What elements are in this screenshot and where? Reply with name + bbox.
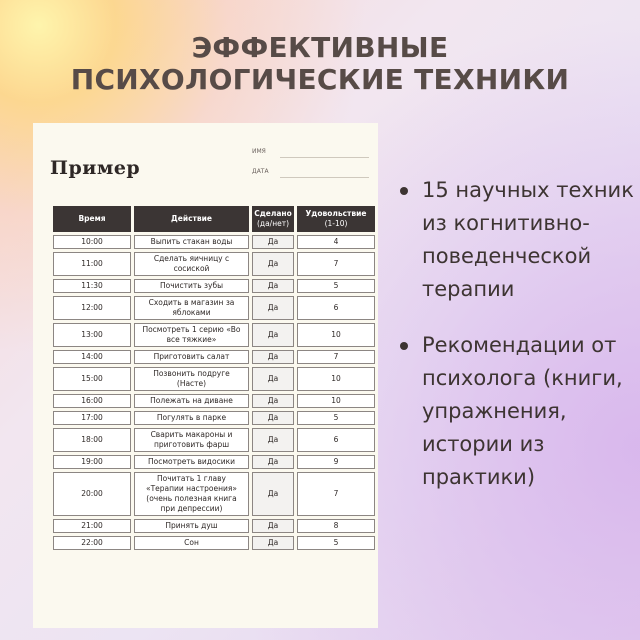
feature-text: 15 научных техник из когнитивно-поведенческой терапии <box>422 178 634 301</box>
table-row <box>53 296 375 320</box>
action-cell: Сон <box>134 536 249 550</box>
action-cell: Посмотреть 1 серию «Во все тяжкие» <box>134 323 249 347</box>
time-cell: 22:00 <box>53 536 131 550</box>
feature-item <box>398 329 638 494</box>
time-cell: 15:00 <box>53 367 131 391</box>
satisfaction-cell: 7 <box>297 350 375 364</box>
table-row <box>53 428 375 452</box>
column-header-action: Действие <box>134 206 249 232</box>
done-cell: Да <box>252 472 294 516</box>
feature-item <box>398 174 638 306</box>
done-cell: Да <box>252 323 294 347</box>
action-cell: Сварить макароны и приготовить фарш <box>134 428 249 452</box>
table-row <box>53 411 375 425</box>
satisfaction-cell: 5 <box>297 279 375 293</box>
satisfaction-cell: 10 <box>297 367 375 391</box>
action-cell: Погулять в парке <box>134 411 249 425</box>
table-row <box>53 519 375 533</box>
time-cell: 10:00 <box>53 235 131 249</box>
time-cell: 11:30 <box>53 279 131 293</box>
column-header-satisfaction: Удовольствие (1-10) <box>297 206 375 232</box>
action-cell: Принять душ <box>134 519 249 533</box>
done-cell: Да <box>252 455 294 469</box>
table-row <box>53 367 375 391</box>
satisfaction-cell: 10 <box>297 394 375 408</box>
action-cell: Сходить в магазин за яблоками <box>134 296 249 320</box>
time-cell: 14:00 <box>53 350 131 364</box>
table-row <box>53 394 375 408</box>
done-cell: Да <box>252 428 294 452</box>
action-cell: Приготовить салат <box>134 350 249 364</box>
table-header-row <box>53 206 375 232</box>
table-row <box>53 235 375 249</box>
time-cell: 13:00 <box>53 323 131 347</box>
satisfaction-cell: 9 <box>297 455 375 469</box>
satisfaction-cell: 8 <box>297 519 375 533</box>
action-cell: Почитать 1 главу «Терапии настроения» (очень полезная книга при депрессии) <box>134 472 249 516</box>
date-line <box>280 177 369 178</box>
column-header-time: Время <box>53 206 131 232</box>
bullet-icon <box>400 342 408 350</box>
time-cell: 18:00 <box>53 428 131 452</box>
time-cell: 20:00 <box>53 472 131 516</box>
date-label: ДАТА <box>252 168 269 175</box>
table-row <box>53 472 375 516</box>
page-title-line-2: ПСИХОЛОГИЧЕСКИЕ ТЕХНИКИ <box>70 63 570 96</box>
time-cell: 12:00 <box>53 296 131 320</box>
action-cell: Посмотреть видосики <box>134 455 249 469</box>
satisfaction-cell: 7 <box>297 472 375 516</box>
satisfaction-cell: 10 <box>297 323 375 347</box>
schedule-table <box>50 203 378 553</box>
table-row <box>53 252 375 276</box>
done-cell: Да <box>252 394 294 408</box>
done-cell: Да <box>252 536 294 550</box>
done-cell: Да <box>252 519 294 533</box>
name-field <box>252 148 369 158</box>
table-row <box>53 536 375 550</box>
satisfaction-cell: 6 <box>297 296 375 320</box>
satisfaction-cell: 7 <box>297 252 375 276</box>
done-cell: Да <box>252 252 294 276</box>
date-field <box>252 168 369 178</box>
table-row <box>53 455 375 469</box>
page-title <box>0 32 640 96</box>
done-cell: Да <box>252 350 294 364</box>
done-cell: Да <box>252 367 294 391</box>
action-cell: Позвонить подруге (Насте) <box>134 367 249 391</box>
feature-text: Рекомендации от психолога (книги, упражнения, истории из практики) <box>422 333 623 489</box>
name-line <box>280 157 369 158</box>
done-cell: Да <box>252 411 294 425</box>
satisfaction-cell: 5 <box>297 536 375 550</box>
time-cell: 16:00 <box>53 394 131 408</box>
action-cell: Выпить стакан воды <box>134 235 249 249</box>
table-row <box>53 279 375 293</box>
satisfaction-cell: 4 <box>297 235 375 249</box>
done-cell: Да <box>252 296 294 320</box>
name-label: ИМЯ <box>252 148 266 155</box>
table-row <box>53 323 375 347</box>
action-cell: Полежать на диване <box>134 394 249 408</box>
time-cell: 11:00 <box>53 252 131 276</box>
action-cell: Почистить зубы <box>134 279 249 293</box>
schedule-sheet <box>33 123 378 628</box>
satisfaction-cell: 5 <box>297 411 375 425</box>
satisfaction-cell: 6 <box>297 428 375 452</box>
sheet-heading: Пример <box>50 157 141 179</box>
feature-list <box>398 174 638 517</box>
table-row <box>53 350 375 364</box>
time-cell: 19:00 <box>53 455 131 469</box>
time-cell: 17:00 <box>53 411 131 425</box>
time-cell: 21:00 <box>53 519 131 533</box>
page-title-line-1: ЭФФЕКТИВНЫЕ <box>191 31 449 64</box>
bullet-icon <box>400 187 408 195</box>
action-cell: Сделать яичницу с сосиской <box>134 252 249 276</box>
done-cell: Да <box>252 235 294 249</box>
done-cell: Да <box>252 279 294 293</box>
column-header-done: Сделано (да/нет) <box>252 206 294 232</box>
